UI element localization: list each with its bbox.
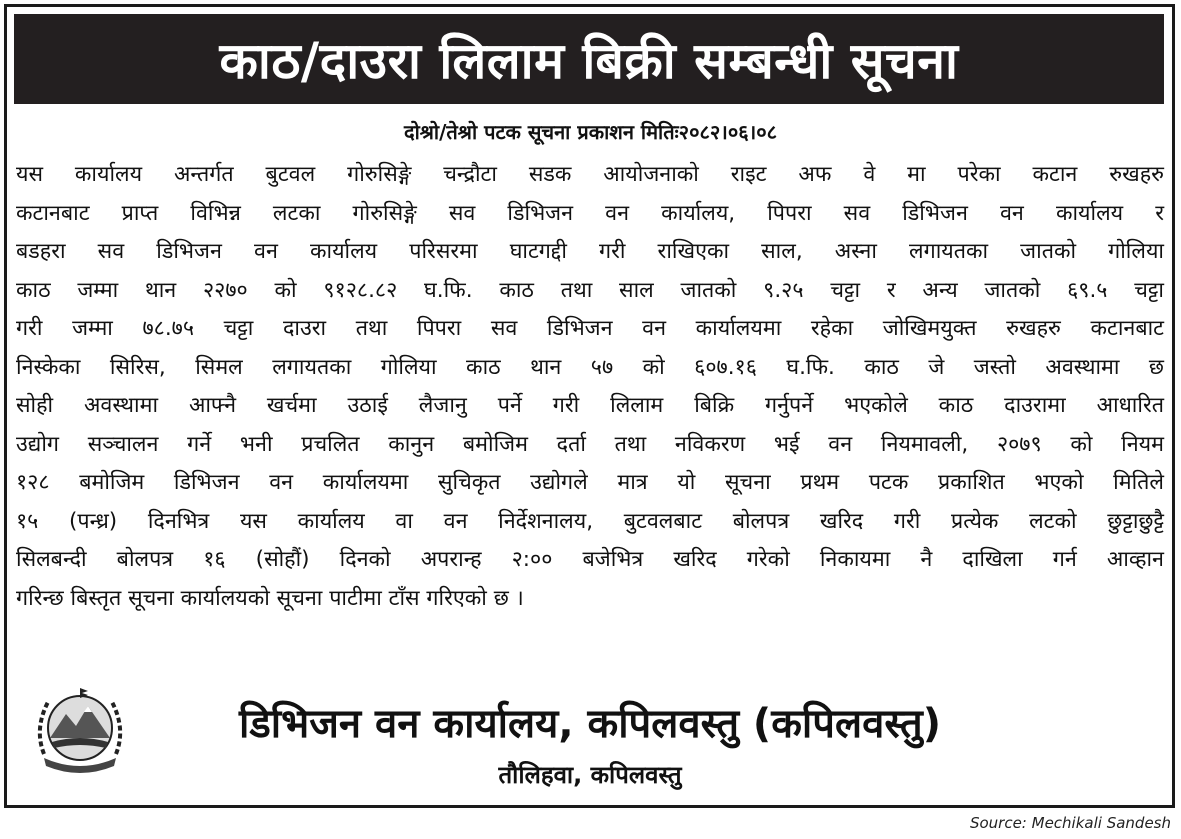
publication-date: दोश्रो/तेश्रो पटक सूचना प्रकाशन मितिः२०८२।०६।०८ <box>403 120 778 144</box>
body-line: १५ (पन्ध्र) दिनभित्र यस कार्यालय वा वन निर्देशनालय, बुटवलबाट बोलपत्र खरिद गरी प्रत्येक लटको छुट्टाछुट्टै <box>16 508 1164 534</box>
body-line: गरी जम्मा ७८.७५ चट्टा दाउरा तथा पिपरा सव डिभिजन वन कार्यालयमा रहेका जोखिमयुक्त रुखहरु कटानबाट <box>16 316 1164 341</box>
body-line: यस कार्यालय अन्तर्गत बुटवल गोरुसिङ्गे चन्द्रौटा सडक आयोजनाको राइट अफ वे मा परेका कटान रुखहरु <box>16 162 1164 187</box>
notice-body <box>16 156 1164 618</box>
office-name: डिभिजन वन कार्यालय, कपिलवस्तु (कपिलवस्तु) <box>238 701 942 747</box>
body-line: निस्केका सिरिस, सिमल लगायतका गोलिया काठ थान ५७ को ६०७.१६ घ.फि. काठ जे जस्तो अवस्थामा छ <box>16 354 1164 380</box>
body-line: १२८ बमोजिम डिभिजन वन कार्यालयमा सुचिकृत उद्योगले मात्र यो सूचना प्रथम पटक प्रकाशित भएको मितिले <box>16 470 1164 495</box>
notice-title: काठ/दाउरा लिलाम बिक्री सम्बन्धी सूचना <box>219 32 959 90</box>
nepal-government-emblem-icon <box>30 684 130 776</box>
body-line: गरिन्छ बिस्तृत सूचना कार्यालयको सूचना पाटीमा टाँस गरिएको छ । <box>16 585 524 611</box>
body-line: कटानबाट प्राप्त विभिन्न लटका गोरुसिङ्गे सव डिभिजन वन कार्यालय, पिपरा सव डिभिजन वन कार्यालय र <box>16 200 1164 226</box>
office-address: तौलिहवा, कपिलवस्तु <box>498 761 682 789</box>
source-credit: Source: Mechikali Sandesh <box>969 814 1171 832</box>
body-line: सिलबन्दी बोलपत्र १६ (सोहौं) दिनको अपरान्ह २:०० बजेभित्र खरिद गरेको निकायमा नै दाखिला गर्न आव्हान <box>16 547 1164 572</box>
body-line: उद्योग सञ्चालन गर्ने भनी प्रचलित कानुन बमोजिम दर्ता तथा नविकरण भई वन नियमावली, २०७९ को नियम <box>16 431 1164 457</box>
body-line: सोही अवस्थामा आफ्नै खर्चमा उठाई लैजानु पर्ने गरी लिलाम बिक्रि गर्नुपर्ने भएकोले काठ दाउरामा आधारित <box>16 393 1164 418</box>
body-line: बडहरा सव डिभिजन वन कार्यालय परिसरमा घाटगद्दी गरी राखिएका साल, अस्ना लगायतका जातको गोलिया <box>16 239 1164 264</box>
notice-title-bar <box>14 14 1164 104</box>
body-line: काठ जम्मा थान २२७० को ९१२८.८२ घ.फि. काठ तथा साल जातको ९.२५ चट्टा र अन्य जातको ६९.५ चट्टा <box>16 277 1164 303</box>
